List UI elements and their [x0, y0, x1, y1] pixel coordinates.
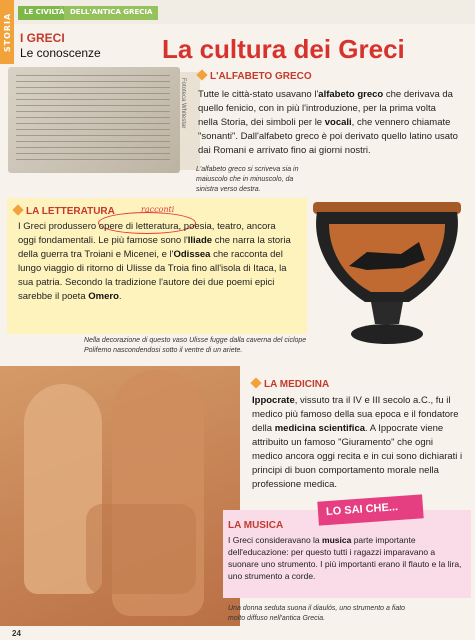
literature-paragraph: [18, 220, 296, 304]
medicine-paragraph: [252, 394, 466, 492]
music-paragraph: [228, 534, 464, 582]
section-label: I GRECI: [20, 31, 65, 45]
page-title: La cultura dei Greci: [162, 34, 405, 64]
vase-foot: [351, 324, 423, 344]
diamond-icon: [250, 377, 261, 388]
literature-text-3: che racconta del lungo viaggio di ritorno di Ulisse da Troia fino all'isola di Itaca, la sua patria. Secondo la tradizione l'autore dei due poemi epici sarebbe il poeta: [18, 249, 287, 302]
alphabet-paragraph: [198, 88, 458, 158]
relief-drapery: [86, 504, 196, 594]
vase-stem: [371, 302, 403, 324]
alphabet-heading: [198, 71, 312, 82]
page-number: 24: [12, 629, 21, 638]
literature-text-1: I Greci produssero opere di letteratura, poesia, teatro, ancora oggi fondamentali. Le più famose sono l': [18, 221, 276, 246]
diamond-icon: [12, 204, 23, 215]
medicine-heading-text: LA MEDICINA: [264, 379, 330, 390]
literature-bold-3: Omero: [88, 291, 119, 302]
literature-heading: [14, 206, 115, 217]
photo-credit: Fototeca Whitestar: [180, 78, 186, 129]
relief-caption: Una donna seduta suona il diaulós, uno strumento a fiato molto diffuso nell'antica Grecia.: [228, 605, 406, 622]
relief-image: [0, 366, 240, 626]
literature-text-4: .: [118, 291, 122, 302]
literature-bold-1: Iliade: [187, 235, 213, 246]
alphabet-bold-2: vocali: [324, 117, 352, 128]
side-tab-label: STORIA: [3, 12, 13, 53]
chip-civilta: LE CIVILTÀ: [18, 6, 70, 20]
medicine-text-1: , vissuto tra il IV e III secolo a.C., fu il medico più famoso della sua epoca e il fondatore della: [252, 395, 459, 434]
music-heading: LA MUSICA: [228, 520, 284, 531]
alphabet-text-1: Tutte le città-stato usavano l': [198, 89, 319, 100]
vase-caption: Nella decorazione di questo vaso Ulisse fugge dalla caverna del ciclope Polifemo nascondendosi sotto il ventre di un ariete.: [84, 337, 307, 354]
alphabet-text-2: che derivava da quello fenicio, con in più l'introduzione, per la prima volta nella Storia, dei simboli per le: [198, 89, 453, 128]
subtitle: Le conoscenze: [20, 46, 101, 60]
greek-vase-image: [307, 182, 467, 356]
diamond-icon: [196, 69, 207, 80]
tablet-inscription: [16, 75, 170, 163]
literature-text-2: che narra la storia della guerra tra Troiani e Micenei, e l': [18, 235, 291, 260]
alphabet-text-3: , che vennero chiamate "sonanti". Dall'alfabeto greco è poi derivato quello latino usato dai Romani e arrivato fino ai giorni nostri.: [198, 117, 458, 156]
literature-heading-text: LA LETTERATURA: [26, 206, 115, 217]
alphabet-bold-1: alfabeto greco: [318, 89, 384, 100]
music-text-2: parte importante dell'educazione: per questo tutti i ragazzi imparavano a suonare uno strumento. I più importanti erano il flauto e la lira, uno strumento a corde.: [228, 535, 462, 581]
music-bold-1: musica: [322, 535, 352, 545]
chip-grecia: DELL'ANTICA GRECIA: [64, 6, 158, 20]
alphabet-heading-text: L'ALFABETO GRECO: [210, 71, 312, 82]
medicine-text-2: . A Ippocrate viene attribuito un famoso "Giuramento" che ogni medico ancora oggi recita e in cui sono dichiarati i principi di buon comportamento morale nella professione medica.: [252, 423, 463, 490]
greek-tablet-image: [8, 67, 180, 173]
music-text-1: I Greci consideravano la: [228, 535, 323, 545]
lo-sai-che-label: LO SAI CHE...: [317, 494, 423, 525]
medicine-bold-1: Ippocrate: [252, 395, 295, 406]
literature-bold-2: Odissea: [173, 249, 211, 260]
side-tab: [0, 0, 14, 64]
handwritten-note: racconti: [141, 205, 175, 214]
alphabet-caption: L'alfabeto greco si scriveva sia in maiuscolo che in minuscolo, da sinistra verso destra.: [196, 166, 299, 193]
medicine-bold-2: medicina scientifica: [274, 423, 366, 434]
medicine-heading: [252, 379, 329, 390]
